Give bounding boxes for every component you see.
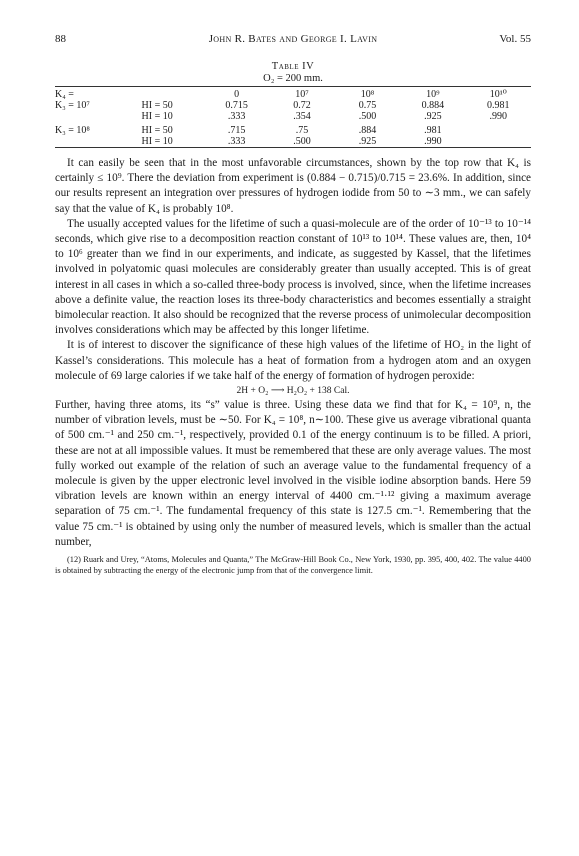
table-cell: .925 xyxy=(358,136,377,147)
table-cell: .925 xyxy=(424,111,442,122)
data-table xyxy=(55,86,531,148)
header-cell: 0 xyxy=(234,89,240,100)
header-spacer xyxy=(142,87,204,101)
table-cell xyxy=(466,122,531,136)
table-cell: .990 xyxy=(489,111,508,122)
table-cell: .333 xyxy=(227,136,246,147)
paragraph: The usually accepted values for the lifetime of such a quasi-molecule are of the order of 10⁻¹³ to 10⁻¹⁴ seconds, which give rise to a decomposition reaction constant of 10¹³ to 10¹⁴. These values are, then, 10⁴ to 10⁶ greater than we find in our experiments, and indicate, as suggested by Kassel, that the lifetimes involved in polyatomic quasi molecules are considerably greater than usually accepted. This is of great interest in all cases in which a so-called three-body process is involved, since, when the lifetime increases above a definite value, the reaction loses its three-body characteristics and becomes essentially a straight bimolecular reaction. It also should be recognized that the reverse process of unimolecular decomposition involves considerations which may be affected by this longer lifetime. xyxy=(55,217,531,337)
header-cell: 10⁸ xyxy=(360,89,375,100)
header-cell: 10⁷ xyxy=(295,89,309,100)
hi-label: HI = 50 xyxy=(141,125,173,136)
hi-label: HI = 10 xyxy=(141,136,173,147)
group-label: K₃ = 10⁷ xyxy=(55,100,90,111)
table-cell: .981 xyxy=(424,125,442,136)
paragraph: It can easily be seen that in the most unfavorable circumstances, shown by the top row that K₄ is certainly ≤ 10⁹. There the deviation from experiment is (0.884 − 0.715)/0.715 = 23.6%. In addition, since our results represent an integration over pressures of hydrogen iodide from 50 to ∼3 mm., we can safely say that the value of K₄ is probably 10⁸. xyxy=(55,157,531,215)
table-cell: .884 xyxy=(358,125,377,136)
table-cell: .500 xyxy=(293,136,311,147)
k4-label: K₄ = xyxy=(55,89,74,100)
header-cell: 10¹⁰ xyxy=(489,89,507,100)
paragraph: It is of interest to discover the significance of these high values of the lifetime of HO₂ in the light of Kassel’s considerations. This molecule has a heat of formation from a hydrogen atom and an oxygen molecule of 69 large calories if we take half of the energy of formation of hydrogen peroxide: xyxy=(55,339,531,382)
hi-label: HI = 50 xyxy=(141,100,173,111)
table-cell: 0.72 xyxy=(293,100,311,111)
group-label: K₃ = 10⁸ xyxy=(55,125,90,136)
volume-number: Vol. 55 xyxy=(499,33,531,45)
table-cell: .333 xyxy=(227,111,246,122)
table-cell: .990 xyxy=(424,136,442,147)
table-cell: 0.884 xyxy=(421,100,445,111)
table-cell: .500 xyxy=(358,111,377,122)
footnote: (12) Ruark and Urey, “Atoms, Molecules and Quanta,” The McGraw-Hill Book Co., New York, 1930, pp. 395, 400, 402. The value 4400 is obtained by subtracting the energy of the electronic jump from that of the convergence limit. xyxy=(55,555,531,575)
table-row xyxy=(55,111,531,122)
table-subtitle: O₂ = 200 mm. xyxy=(263,73,323,84)
paragraph: Further, having three atoms, its “s” value is three. Using these data we find that for K₄ = 10⁹, n, the number of vibration levels, must be ∼50. For K₄ = 10⁸, n∼100. These give us average vibrational quanta of 500 cm.⁻¹ and 250 cm.⁻¹, respectively, provided 0.1 of the energy continuum is to be filled. A priori, these are not at all impossible values. It must be remembered that these are only average values. The most fully worked out example of the relation of such an average value to the fundamental frequency of a molecule is given by the upper electronic level involved in the visible iodine absorption bands. Here 59 vibration levels are known within an energy interval of 4400 cm.⁻¹·¹² giving a maximum average separation of 75 cm.⁻¹. The fundamental frequency of this state is 127.5 cm.⁻¹. Remembering that the value 75 cm.⁻¹ is obtained by using only the number of measured levels, which is smaller than the actual number, xyxy=(55,399,531,548)
hi-label: HI = 10 xyxy=(141,111,173,122)
running-head xyxy=(55,33,531,47)
running-head-authors: John R. Bates and George I. Lavin xyxy=(208,33,378,45)
article-body xyxy=(55,156,531,550)
table-cell: .75 xyxy=(295,125,309,136)
journal-page xyxy=(55,33,531,576)
table-cell: .715 xyxy=(227,125,246,136)
table-header-row xyxy=(55,87,531,101)
equation: 2H + O₂ ⟶ H₂O₂ + 138 Cal. xyxy=(236,386,350,397)
table-title: Table IV xyxy=(271,61,315,72)
table-cell: .354 xyxy=(293,111,311,122)
table-cell: 0.715 xyxy=(225,100,248,111)
table-cell: 0.75 xyxy=(358,100,377,111)
table-cell xyxy=(466,136,531,148)
table-row xyxy=(55,122,531,136)
page-number: 88 xyxy=(55,33,66,45)
header-cell: 10⁹ xyxy=(426,89,440,100)
table-row xyxy=(55,100,531,111)
table-cell: 0.981 xyxy=(487,100,510,111)
table-row xyxy=(55,136,531,148)
